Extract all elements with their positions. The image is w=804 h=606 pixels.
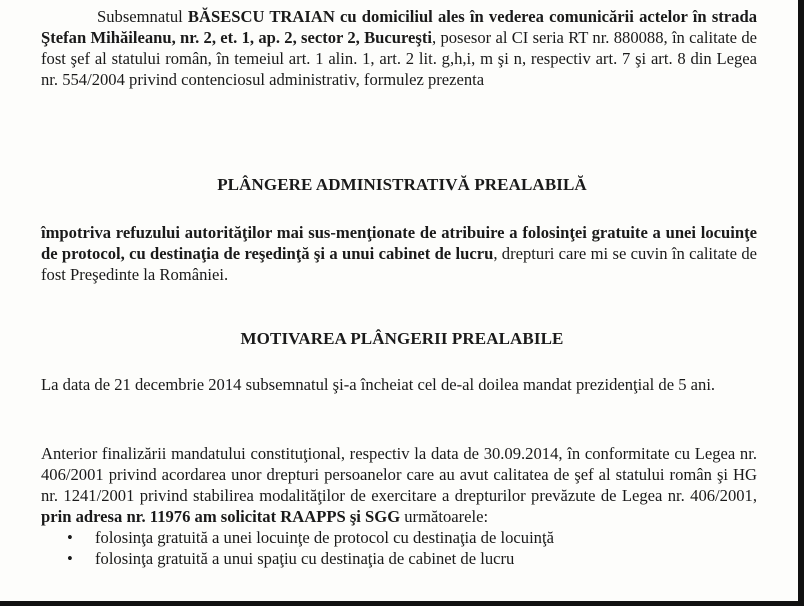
complaint-object-paragraph: [41, 222, 757, 285]
section-title-complaint: PLÂNGERE ADMINISTRATIVĂ PREALABILĂ: [217, 175, 587, 194]
scan-edge-bottom: [0, 601, 804, 606]
request-tail: următoarele:: [400, 507, 489, 526]
request-text: Anterior finalizării mandatului constituţional, respectiv la data de 30.09.2014, în conformitate cu Legea nr. 406/2001 privind acordarea unor drepturi persoanelor care au avut calitatea de şef al statului român şi HG nr. 1241/2001 privind stabilirea modalităţilor de exercitare a drepturilor prevăzute de Legea nr. 406/2001,: [41, 444, 757, 505]
paragraph-mandate-text: La data de 21 decembrie 2014 subsemnatul şi-a încheiat cel de-al doilea mandat prezidenţial de 5 ani.: [41, 375, 716, 394]
complaint-object-bold: împotriva refuzului autorităţilor mai sus-menţionate de atribuire a folosinţei gratuite a unei locuinţe de protocol, cu destinaţia de reşedinţă şi a unui cabinet de lucru: [41, 223, 757, 263]
bullet-icon: •: [67, 528, 73, 547]
list-item-text: folosinţa gratuită a unui spaţiu cu destinaţia de cabinet de lucru: [95, 549, 515, 568]
request-bold: prin adresa nr. 11976 am solicitat RAAPPS şi SGG: [41, 507, 401, 526]
bullet-icon: •: [67, 549, 73, 568]
paragraph-request: [41, 443, 757, 569]
intro-text-1: Subsemnatul: [97, 7, 188, 26]
intro-paragraph: [41, 6, 757, 90]
scan-edge-right: [798, 0, 804, 606]
complaint-object-rest: , drepturi care mi se cuvin în calitate de fost Preşedinte la României.: [41, 244, 757, 284]
intro-text-2: , posesor al CI seria RT nr. 880088, în calitate de fost şef al statului român, în temeiul art. 1 alin. 1, art. 2 lit. g,h,i, m şi n, respectiv art. 7 şi art. 8 din Legea nr. 554/2004 privind contenciosul administrativ, formulez prezenta: [41, 28, 757, 89]
paragraph-mandate-end: [41, 374, 757, 395]
section-title-motivation: MOTIVAREA PLÂNGERII PREALABILE: [240, 329, 564, 348]
request-list: [41, 527, 757, 569]
list-item-text: folosinţa gratuită a unei locuinţe de protocol cu destinaţia de locuinţă: [95, 528, 554, 547]
list-item: [41, 527, 757, 548]
list-item: [41, 548, 757, 569]
petitioner-name: BĂSESCU TRAIAN: [187, 7, 335, 26]
address-text: cu domiciliul ales în vederea comunicării actelor în strada Ştefan Mihăileanu, nr. 2, et. 1, ap. 2, sector 2, Bucureşti: [41, 7, 757, 47]
